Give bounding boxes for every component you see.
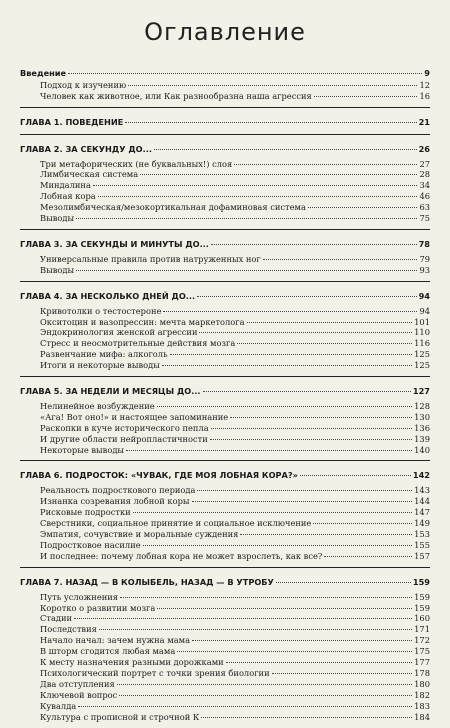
chapter-heading-page: 159 [412, 576, 430, 587]
toc-section [20, 470, 430, 567]
toc-entry-page: 140 [414, 444, 430, 455]
dot-leader [120, 597, 412, 598]
dot-leader [133, 512, 413, 513]
toc-entry [20, 613, 430, 624]
toc-section [20, 144, 430, 230]
chapter-heading-page: 127 [412, 386, 430, 397]
toc-entry-title: Выводы [40, 213, 75, 224]
toc-entry-title: Изнанка созревания лобной коры [40, 496, 190, 507]
toc-entry-title: Стадии [40, 613, 73, 624]
toc-entry-page: 159 [414, 602, 430, 613]
dot-leader [247, 322, 413, 323]
toc-entry-page: 139 [414, 433, 430, 444]
dot-leader [197, 296, 416, 297]
toc-entry-title: К месту назначения разными дорожками [40, 657, 224, 668]
toc-entry [20, 485, 430, 496]
toc-entry [20, 317, 430, 328]
toc-entry [20, 529, 430, 540]
toc-entry-page: 130 [414, 411, 430, 422]
toc-entry-page: 147 [414, 507, 430, 518]
toc-entry-title: Мезолимбическая/мезокортикальная дофаминовая система [40, 202, 306, 213]
chapter-heading [20, 144, 430, 155]
chapter-heading-page: 21 [418, 116, 430, 127]
toc-section [20, 386, 430, 461]
toc-entry [20, 202, 430, 213]
chapter-heading-page: 26 [418, 143, 430, 154]
dot-leader [154, 149, 417, 150]
dot-leader [199, 332, 412, 333]
toc-entry-title: Раскопки в куче исторического пепла [40, 422, 209, 433]
toc-entry-title: И последнее: почему лобная кора не может взрослеть, как все? [40, 550, 323, 561]
toc-entry [20, 159, 430, 170]
toc-entry [20, 254, 430, 265]
toc-entry [20, 540, 430, 551]
toc-entry [20, 412, 430, 423]
dot-leader [324, 556, 412, 557]
toc-entry-title: Развенчание мифа: алкоголь [40, 349, 168, 360]
toc-entry-title: В шторм сгодится любая мама [40, 646, 176, 657]
toc-entry [20, 551, 430, 562]
toc-entry-title: Два отступления [40, 678, 115, 689]
toc-entry-page: 34 [419, 180, 430, 191]
toc-entry-title: Культура с прописной и строчной К [40, 711, 200, 722]
toc-entry-title: Рисковые подростки [40, 507, 131, 518]
dot-leader [211, 244, 417, 245]
chapter-heading-title: ГЛАВА 1. ПОВЕДЕНИЕ [20, 116, 124, 127]
toc-entry [20, 91, 430, 102]
dot-leader [163, 311, 417, 312]
page-title: Оглавление [144, 18, 306, 46]
toc-entry [20, 635, 430, 646]
dot-leader [170, 354, 413, 355]
chapter-heading-title: ГЛАВА 2. ЗА СЕКУНДУ ДО... [20, 143, 152, 154]
dot-leader [125, 122, 416, 123]
dot-leader [226, 662, 412, 663]
chapter-heading-title: ГЛАВА 3. ЗА СЕКУНДЫ И МИНУТЫ ДО... [20, 238, 209, 249]
dot-leader [68, 73, 422, 74]
dot-leader [140, 174, 417, 175]
toc-entry-page: 149 [414, 518, 430, 529]
toc-entry-page: 153 [414, 529, 430, 539]
toc-entry-title: Подростковое насилие [40, 539, 141, 550]
dot-leader [192, 501, 413, 502]
toc-entry-page: 159 [414, 591, 430, 602]
dot-leader [126, 450, 412, 451]
toc-entry-page: 79 [419, 253, 430, 264]
toc-entry [20, 360, 430, 371]
dot-leader [234, 164, 417, 165]
dot-leader [74, 618, 412, 619]
toc-entry [20, 180, 430, 191]
chapter-heading-title: ГЛАВА 5. ЗА НЕДЕЛИ И МЕСЯЦЫ ДО... [20, 386, 201, 397]
toc-entry [20, 679, 430, 690]
toc-entry [20, 701, 430, 712]
toc-entry-title: Окситоцин и вазопрессин: мечта маркетолога [40, 316, 245, 327]
toc-entry-page: 155 [414, 539, 430, 550]
toc-entry-title: Подход к изучению [40, 79, 127, 90]
toc-entry-title: Кувалда [40, 700, 77, 711]
toc-sections [20, 68, 430, 728]
toc-section [20, 291, 430, 377]
toc-entry [20, 423, 430, 434]
chapter-heading-title: Введение [20, 68, 67, 78]
toc-entry-page: 75 [419, 213, 430, 224]
toc-entry-page: 171 [414, 624, 430, 635]
toc-entry-title: Итоги и некоторые выводы [40, 360, 160, 371]
toc-entry-title: Ключевой вопрос [40, 689, 118, 700]
dot-leader [76, 270, 417, 271]
toc-entry-page: 128 [414, 400, 430, 411]
chapter-heading-page: 94 [418, 290, 430, 301]
toc-entry-page: 136 [414, 422, 430, 433]
toc-entry-page: 46 [419, 191, 430, 202]
chapter-heading [20, 470, 430, 481]
toc-entry-page: 116 [414, 338, 430, 349]
toc-entry-title: Некоторые выводы [40, 444, 125, 455]
toc-entry [20, 690, 430, 701]
toc-entry [20, 306, 430, 317]
toc-entry-title: Миндалина [40, 180, 91, 191]
toc-entry-title: Кривотолки о тестостероне [40, 305, 162, 316]
dot-leader [157, 608, 412, 609]
toc-entry-page: 180 [414, 678, 430, 689]
dot-leader [128, 85, 417, 86]
toc-entry [20, 668, 430, 679]
toc-entry-page: 175 [414, 646, 430, 657]
toc-entry-title: Нелинейное возбуждение [40, 400, 155, 411]
toc-section [20, 239, 430, 282]
toc-entry-page: 125 [414, 360, 430, 371]
toc-entry-title: Лимбическая система [40, 169, 139, 180]
dot-leader [237, 343, 412, 344]
toc-entry-page: 125 [414, 349, 430, 360]
dot-leader [162, 365, 412, 366]
dot-leader [78, 706, 412, 707]
toc-entry-title: И другие области нейропластичности [40, 433, 208, 444]
toc-entry-title: Путь усложнения [40, 591, 119, 602]
chapter-heading [20, 239, 430, 250]
chapter-heading [20, 577, 430, 588]
toc-entry [20, 603, 430, 614]
dot-leader [230, 417, 412, 418]
toc-entry [20, 445, 430, 456]
dot-leader [300, 475, 411, 476]
toc-entry-page: 16 [419, 90, 430, 101]
toc-entry [20, 496, 430, 507]
chapter-heading-page: 142 [412, 470, 430, 481]
chapter-heading-title: ГЛАВА 6. ПОДРОСТОК: «ЧУВАК, ГДЕ МОЯ ЛОБНАЯ КОРА?» [20, 470, 298, 481]
chapter-heading [20, 386, 430, 397]
toc-entry [20, 401, 430, 412]
toc-section [20, 577, 430, 728]
toc-entry [20, 624, 430, 635]
dot-leader [177, 651, 412, 652]
toc-entry [20, 191, 430, 202]
chapter-heading [20, 68, 430, 79]
toc-entry-page: 143 [414, 485, 430, 496]
dot-leader [211, 428, 413, 429]
dot-leader [99, 629, 412, 630]
toc-entry-title: Начало начал: зачем нужна мама [40, 635, 191, 646]
toc-entry-title: Человек как животное, или Как разнообразна наша агрессия [40, 90, 312, 101]
dot-leader [143, 545, 413, 546]
chapter-heading [20, 291, 430, 302]
dot-leader [98, 196, 418, 197]
toc-entry-title: Выводы [40, 264, 75, 275]
toc-entry-title: Стресс и неосмотрительные действия мозга [40, 338, 236, 349]
dot-leader [93, 185, 418, 186]
toc-entry [20, 657, 430, 668]
toc-entry [20, 646, 430, 657]
dot-leader [157, 406, 412, 407]
toc-entry-title: Последствия [40, 624, 97, 635]
toc-entry-page: 110 [414, 327, 430, 338]
toc-entry-title: Три метафорических (не буквальных!) слоя [40, 158, 233, 169]
dot-leader [308, 207, 417, 208]
toc-entry [20, 169, 430, 180]
toc-entry-page: 157 [414, 550, 430, 561]
toc-entry-page: 28 [419, 169, 430, 180]
toc-entry-title: Коротко о развитии мозга [40, 602, 156, 613]
dot-leader [314, 96, 418, 97]
dot-leader [192, 640, 412, 641]
chapter-heading-page: 78 [418, 238, 430, 249]
toc-entry-title: Реальность подросткового периода [40, 485, 196, 496]
toc-entry-title: Универсальные правила против натруженных ног [40, 253, 261, 264]
toc-entry-page: 12 [419, 79, 430, 90]
toc-section [20, 117, 430, 135]
toc-entry-page: 93 [419, 264, 430, 275]
toc-entry-page: 178 [414, 667, 430, 678]
dot-leader [117, 684, 412, 685]
dot-leader [313, 523, 412, 524]
dot-leader [240, 534, 412, 535]
toc-entry-title: Лобная кора [40, 191, 96, 202]
toc-entry-page: 182 [414, 689, 430, 700]
chapter-heading-page: 9 [424, 68, 430, 78]
chapter-heading-title: ГЛАВА 4. ЗА НЕСКОЛЬКО ДНЕЙ ДО... [20, 290, 196, 301]
toc-section [20, 68, 430, 108]
toc-entry-page: 177 [414, 657, 430, 668]
toc-entry [20, 518, 430, 529]
dot-leader [119, 695, 412, 696]
toc-entry [20, 507, 430, 518]
toc-entry-page: 144 [414, 496, 430, 507]
toc-entry [20, 338, 430, 349]
chapter-heading [20, 117, 430, 128]
toc-entry-page: 27 [419, 158, 430, 169]
toc-entry-page: 183 [414, 700, 430, 711]
toc-entry [20, 592, 430, 603]
dot-leader [197, 490, 412, 491]
toc-entry [20, 434, 430, 445]
toc-entry-page: 101 [414, 316, 430, 327]
toc-entry [20, 265, 430, 276]
dot-leader [210, 439, 412, 440]
dot-leader [272, 673, 413, 674]
dot-leader [201, 717, 412, 718]
toc-entry [20, 712, 430, 723]
toc-entry [20, 80, 430, 91]
toc-entry-title: Эмпатия, сочувствие и моральные суждения [40, 529, 239, 539]
toc-entry [20, 327, 430, 338]
toc-entry-title: Психологический портрет с точки зрения биологии [40, 667, 270, 678]
toc-entry-title: Сверстники, социальное принятие и социальное исключение [40, 518, 312, 529]
dot-leader [263, 259, 418, 260]
toc-entry-title: «Ага! Вот оно!» и настоящее запоминание [40, 411, 229, 422]
dot-leader [276, 582, 411, 583]
dot-leader [203, 391, 411, 392]
toc-entry-page: 63 [419, 202, 430, 213]
dot-leader [76, 218, 417, 219]
toc-entry-page: 94 [419, 305, 430, 316]
toc-entry-page: 172 [414, 635, 430, 646]
toc-entry-page: 160 [414, 613, 430, 624]
toc-entry [20, 213, 430, 224]
toc-entry-page: 184 [414, 711, 430, 722]
chapter-heading-title: ГЛАВА 7. НАЗАД — В КОЛЫБЕЛЬ, НАЗАД — В УТРОБУ [20, 576, 274, 587]
toc-entry [20, 349, 430, 360]
toc-entry-title: Эндокринология женской агрессии [40, 327, 198, 338]
